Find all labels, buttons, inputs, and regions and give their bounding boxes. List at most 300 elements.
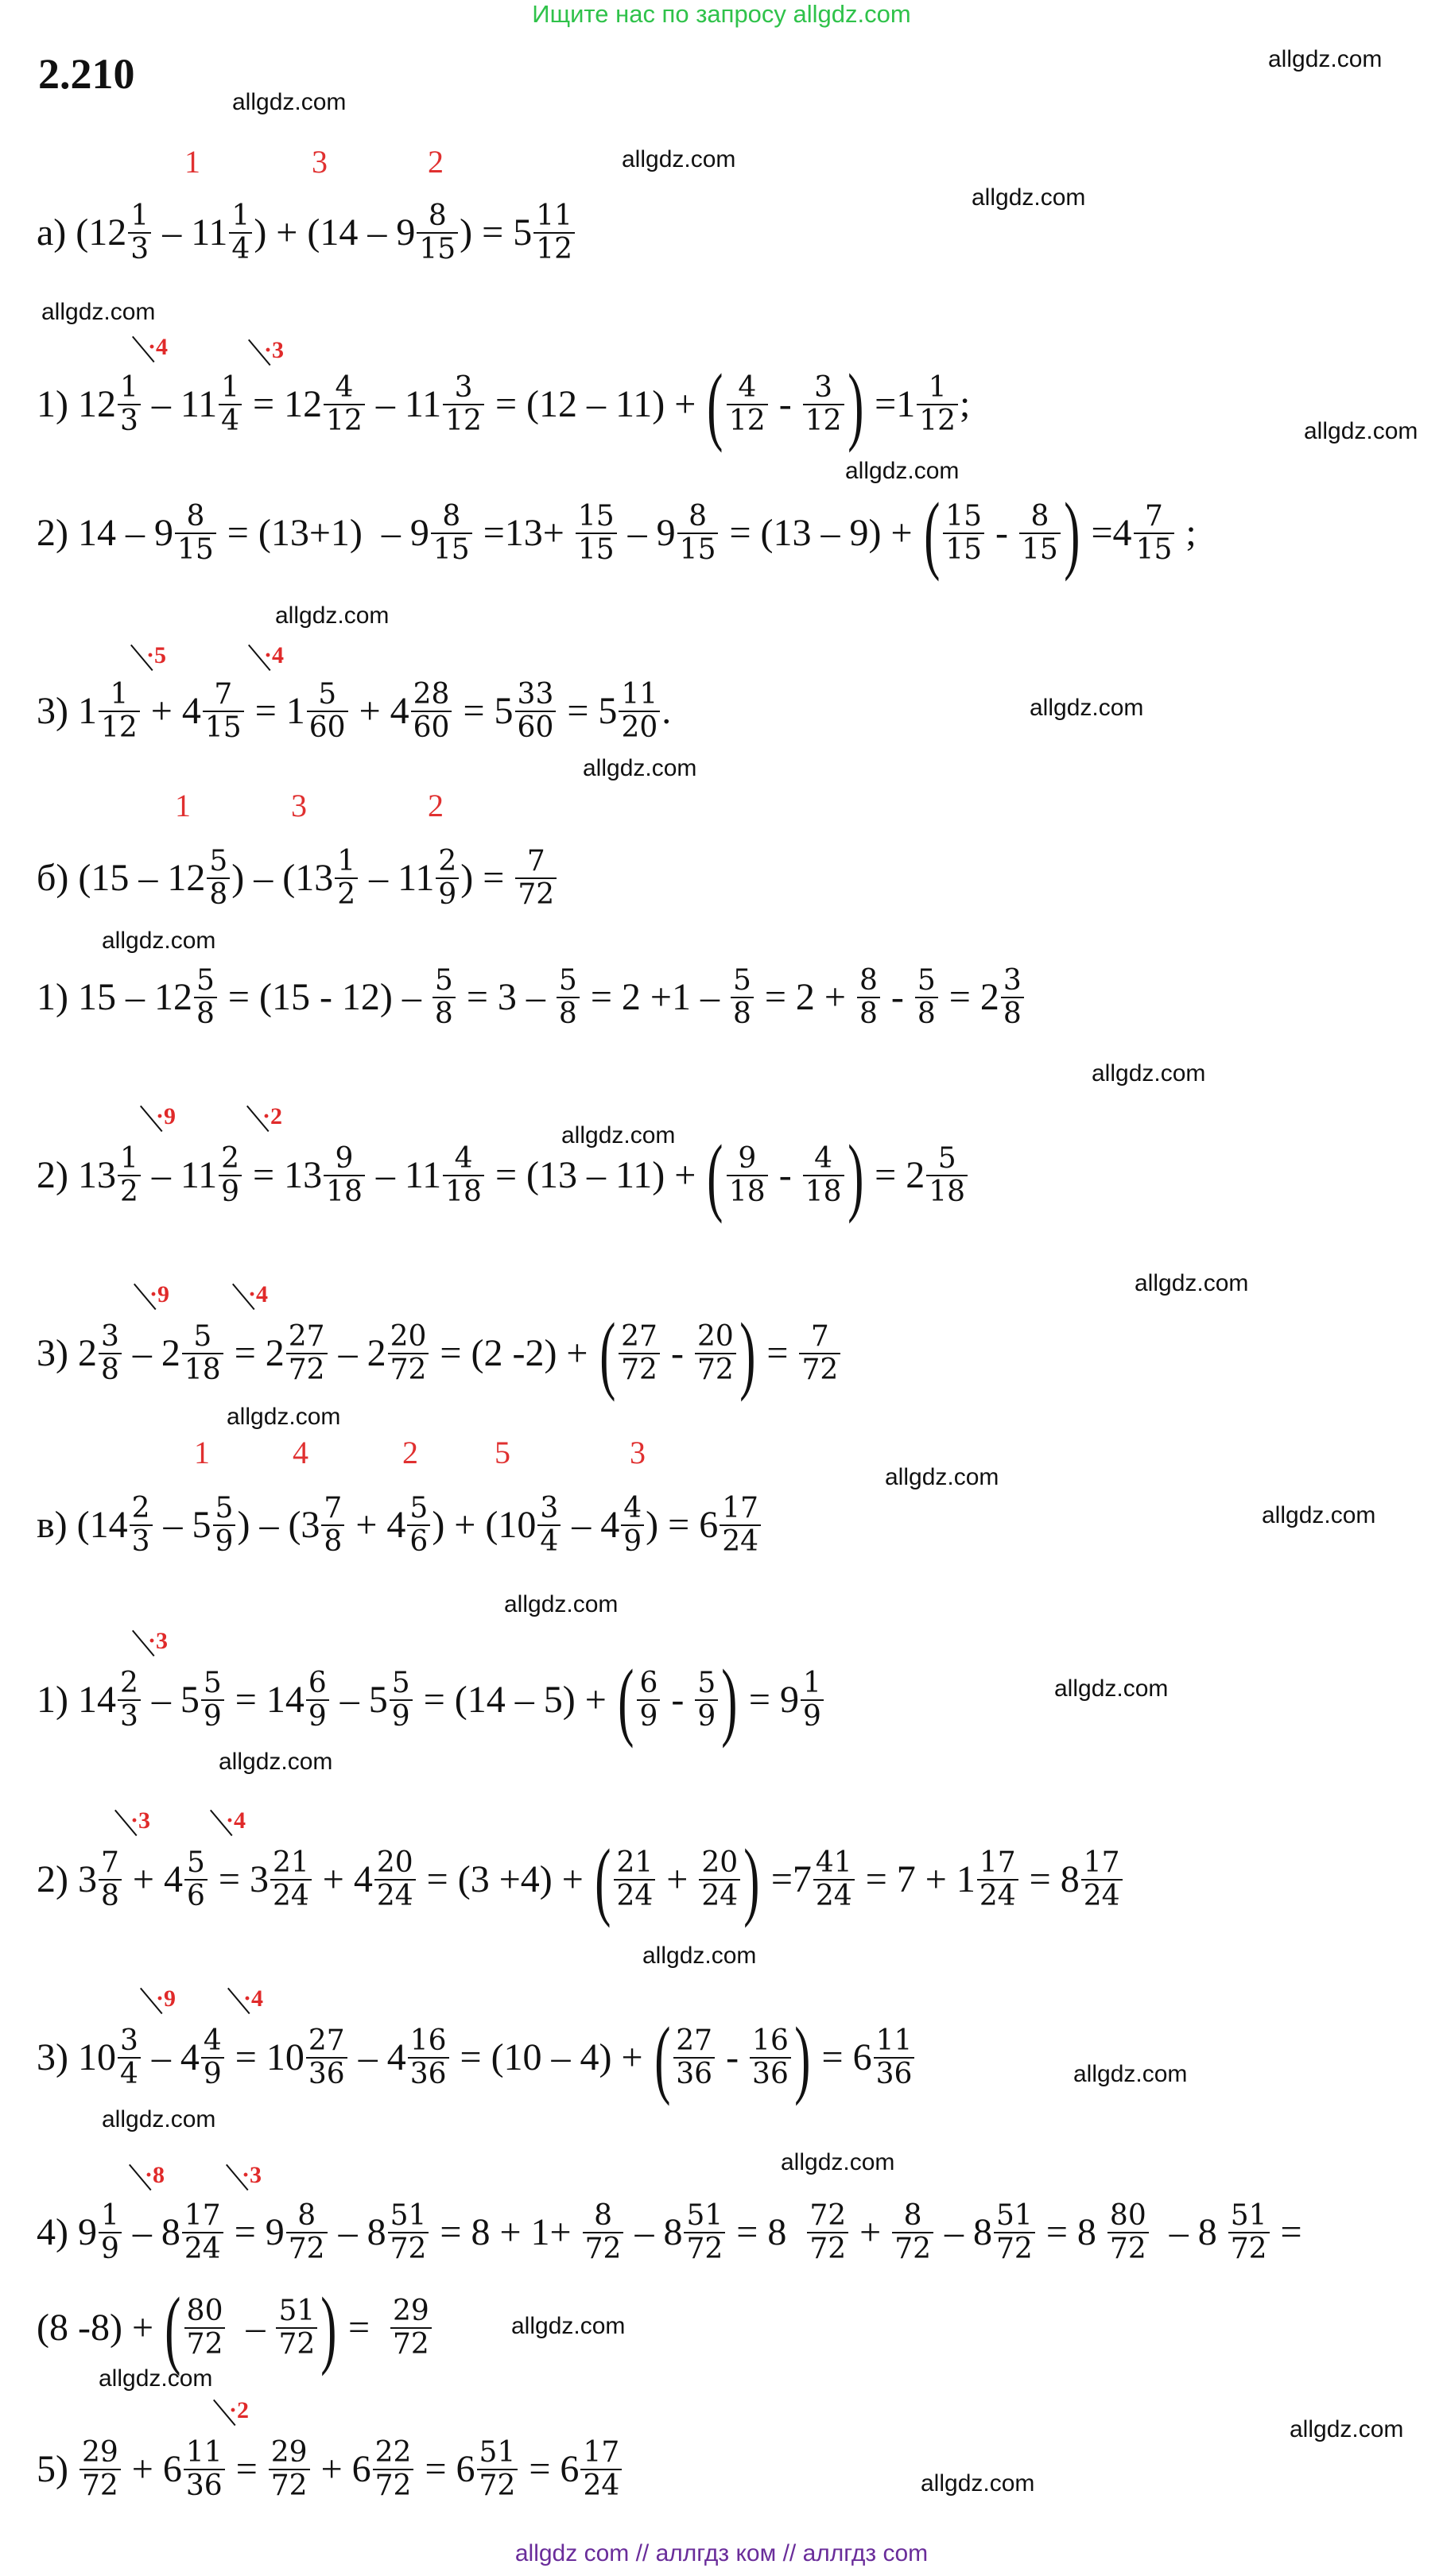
equation-line — [37, 2009, 916, 2106]
numerator: 80 — [1109, 2199, 1146, 2233]
multiplier-mark: ·3 — [242, 2162, 262, 2188]
equation-text: – 4 — [562, 1504, 620, 1546]
numerator: 17 — [1083, 1846, 1120, 1880]
denominator: 12 — [803, 404, 844, 437]
numerator: 5 — [409, 1492, 429, 1525]
denominator: 12 — [917, 404, 958, 437]
equation-text: - — [716, 2036, 749, 2078]
numerator: 51 — [1230, 2199, 1267, 2233]
fraction — [219, 372, 242, 436]
multiplier-mark: ·9 — [156, 1985, 176, 2012]
fraction — [1107, 2200, 1149, 2264]
numerator: 2 — [221, 1142, 240, 1176]
fraction — [269, 2437, 310, 2501]
fraction — [1134, 501, 1175, 565]
equation-text: – 5 — [330, 1679, 388, 1721]
fraction — [684, 2200, 725, 2264]
denominator: 72 — [1107, 2232, 1149, 2265]
equation-text: 1) 14 — [37, 1679, 116, 1721]
numerator: 3 — [1003, 964, 1022, 997]
denominator: 4 — [537, 1524, 561, 1558]
denominator: 15 — [1019, 533, 1061, 566]
numerator: 4 — [335, 371, 354, 405]
denominator: 72 — [892, 2232, 933, 2265]
fraction — [915, 965, 938, 1029]
denominator: 24 — [374, 1879, 416, 1912]
denominator: 9 — [436, 877, 459, 911]
fraction — [321, 1493, 344, 1557]
equation-text: = — [338, 2307, 390, 2349]
order-mark: 2 — [402, 1435, 418, 1470]
equation-text: 3) 1 — [37, 690, 97, 732]
denominator: 36 — [306, 2057, 347, 2090]
numerator: 27 — [621, 1320, 657, 1354]
order-mark: 5 — [495, 1435, 510, 1470]
order-mark: 2 — [428, 144, 444, 180]
denominator: 24 — [1081, 1879, 1123, 1912]
fraction — [727, 372, 768, 436]
equation-text: 2) 14 – 9 — [37, 512, 173, 554]
watermark: allgdz.com — [1054, 1675, 1169, 1702]
denominator: 2 — [335, 877, 358, 911]
numerator: 5 — [196, 964, 215, 997]
equation-text: = — [1270, 2211, 1302, 2253]
equation-text: 2) 3 — [37, 1858, 97, 1900]
denominator: 9 — [695, 1699, 718, 1733]
equation-text: – 9 — [618, 512, 676, 554]
watermark: allgdz.com — [99, 2365, 213, 2392]
fraction — [1081, 1847, 1123, 1912]
fraction — [801, 1668, 824, 1732]
problem-number: 2.210 — [38, 50, 135, 98]
fraction — [677, 501, 719, 565]
equation-text: 3) 2 — [37, 1332, 97, 1374]
fraction — [335, 846, 358, 910]
numerator: 72 — [809, 2199, 847, 2233]
numerator: 7 — [1145, 500, 1163, 533]
denominator: 9 — [637, 1699, 660, 1733]
watermark: allgdz.com — [275, 602, 390, 629]
numerator: 5 — [209, 845, 228, 878]
watermark: allgdz.com — [1092, 1060, 1206, 1087]
denominator: 72 — [799, 1353, 840, 1386]
numerator: 5 — [937, 1142, 956, 1176]
equation-text: + 4 — [312, 1858, 373, 1900]
numerator: 5 — [203, 1667, 222, 1700]
numerator: 1 — [928, 371, 947, 405]
numerator: 8 — [594, 2199, 612, 2233]
numerator: 21 — [272, 1846, 309, 1880]
equation-text: = 8 — [727, 2211, 806, 2253]
denominator: 18 — [443, 1175, 484, 1208]
fraction — [892, 2200, 933, 2264]
equation-text: - — [769, 383, 801, 425]
equation-text: + 4 — [349, 690, 409, 732]
fraction — [80, 2437, 121, 2501]
numerator: 33 — [517, 678, 554, 711]
numerator: 21 — [616, 1846, 654, 1880]
equation-text: - — [769, 1154, 801, 1196]
denominator: 72 — [684, 2232, 725, 2265]
denominator: 15 — [203, 711, 244, 744]
numerator: 7 — [214, 678, 233, 711]
numerator: 8 — [428, 199, 447, 233]
denominator: 3 — [128, 232, 151, 265]
fraction — [515, 846, 557, 910]
equation-text: – 11 — [153, 211, 228, 254]
denominator: 8 — [194, 997, 217, 1030]
denominator: 60 — [515, 711, 557, 744]
footer-links[interactable]: allgdz com // аллгдз ком // аллгдз com — [514, 2540, 929, 2566]
equation-text: – 2 — [328, 1332, 386, 1374]
fraction — [576, 501, 617, 565]
fraction — [1228, 2200, 1270, 2264]
denominator: 8 — [857, 997, 880, 1030]
numerator: 1 — [337, 845, 356, 878]
equation-text: – — [227, 2307, 275, 2349]
numerator: 7 — [324, 1492, 343, 1525]
fraction — [515, 679, 557, 743]
fraction — [994, 2200, 1035, 2264]
large-paren: ( — [923, 485, 940, 582]
equation-text: = 5 — [453, 690, 514, 732]
equation-text: 5) — [37, 2448, 78, 2490]
fraction — [286, 2200, 328, 2264]
equation-text: =1 — [865, 383, 916, 425]
equation-text: ) = 5 — [460, 211, 533, 254]
fraction — [803, 1143, 844, 1207]
multiplier-mark: ·8 — [145, 2162, 165, 2188]
watermark: allgdz.com — [781, 2149, 895, 2175]
denominator: 72 — [80, 2469, 121, 2502]
denominator: 72 — [477, 2469, 518, 2502]
denominator: 9 — [201, 1699, 224, 1733]
equation-text: 1) 15 – 12 — [37, 976, 192, 1018]
denominator: 18 — [803, 1175, 844, 1208]
large-paren: ) — [320, 2280, 337, 2377]
numerator: 51 — [686, 2199, 723, 2233]
denominator: 12 — [324, 404, 365, 437]
equation-text: 2) 13 — [37, 1154, 116, 1196]
large-paren: ( — [165, 2280, 181, 2377]
numerator: 9 — [335, 1142, 354, 1176]
numerator: 7 — [810, 1320, 829, 1354]
numerator: 8 — [297, 2199, 316, 2233]
fraction — [390, 2295, 432, 2360]
numerator: 9 — [738, 1142, 757, 1176]
large-paren: ) — [847, 1127, 863, 1224]
numerator: 8 — [903, 2199, 922, 2233]
numerator: 3 — [814, 371, 833, 405]
fraction — [118, 1668, 141, 1732]
denominator: 12 — [443, 404, 484, 437]
equation-text: = (10 – 4) + — [450, 2036, 653, 2078]
numerator: 20 — [696, 1320, 734, 1354]
denominator: 15 — [576, 533, 617, 566]
equation-text: = (15 - 12) – — [218, 976, 431, 1018]
multiplier-mark: ·4 — [264, 642, 285, 668]
fraction — [557, 965, 580, 1029]
numerator: 17 — [722, 1492, 759, 1525]
order-mark: 4 — [293, 1435, 308, 1470]
equation-line — [37, 1831, 1124, 1928]
fraction — [182, 1321, 223, 1385]
fraction — [207, 846, 230, 910]
numerator: 1 — [110, 678, 129, 711]
numerator: 17 — [583, 2436, 620, 2469]
equation-line — [37, 668, 671, 755]
denominator: 72 — [1228, 2232, 1270, 2265]
numerator: 8 — [1030, 500, 1049, 533]
fraction — [407, 1493, 430, 1557]
equation-text: - — [661, 1332, 693, 1374]
fraction — [943, 501, 984, 565]
numerator: 6 — [308, 1667, 327, 1700]
numerator: 4 — [623, 1492, 642, 1525]
numerator: 5 — [732, 964, 751, 997]
watermark: allgdz.com — [1030, 695, 1144, 721]
order-mark: 3 — [630, 1435, 646, 1470]
fraction — [874, 2025, 915, 2090]
equation-text: = 3 — [208, 1858, 269, 1900]
fraction — [99, 679, 140, 743]
equation-text: = 7 + 1 — [855, 1858, 976, 1900]
numerator: 8 — [689, 500, 708, 533]
equation-line — [37, 1305, 842, 1402]
denominator: 18 — [324, 1175, 365, 1208]
denominator: 72 — [373, 2469, 414, 2502]
equation-text: – 5 — [142, 1679, 200, 1721]
fraction — [118, 2025, 141, 2090]
equation-text: = 6 — [519, 2448, 580, 2490]
numerator: 11 — [185, 2436, 223, 2469]
large-paren: ) — [794, 2009, 811, 2106]
equation-text: + 6 — [122, 2448, 182, 2490]
fraction — [373, 2437, 414, 2501]
fraction — [433, 965, 456, 1029]
watermark: allgdz.com — [561, 1122, 676, 1149]
fraction — [443, 372, 484, 436]
fraction — [374, 1847, 416, 1912]
numerator: 51 — [996, 2199, 1033, 2233]
denominator: 36 — [874, 2057, 915, 2090]
numerator: 8 — [442, 500, 461, 533]
equation-text: = 1 — [245, 690, 305, 732]
large-paren: ) — [721, 1652, 738, 1749]
watermark: allgdz.com — [227, 1404, 341, 1430]
watermark: allgdz.com — [511, 2313, 626, 2339]
numerator: 7 — [100, 1846, 119, 1880]
equation-text: + 4 — [141, 690, 201, 732]
denominator: 3 — [130, 1524, 153, 1558]
fraction — [99, 2200, 122, 2264]
watermark: allgdz.com — [1262, 1502, 1376, 1528]
equation-text: – 8 — [625, 2211, 683, 2253]
watermark: allgdz.com — [845, 458, 960, 484]
fraction — [614, 1847, 655, 1912]
fraction — [390, 1668, 413, 1732]
denominator: 6 — [184, 1879, 208, 1912]
equation-line — [37, 2280, 433, 2377]
denominator: 20 — [619, 711, 660, 744]
denominator: 15 — [175, 533, 216, 566]
equation-text: = 2 — [865, 1154, 925, 1196]
denominator: 18 — [182, 1353, 223, 1386]
fraction — [99, 1321, 122, 1385]
denominator: 9 — [213, 1524, 236, 1558]
fraction — [118, 1143, 141, 1207]
numerator: 7 — [526, 845, 545, 878]
denominator: 24 — [182, 2232, 223, 2265]
numerator: 17 — [184, 2199, 221, 2233]
equation-text: ) = 6 — [646, 1504, 719, 1546]
fraction — [917, 372, 958, 436]
equation-text: ; — [1176, 512, 1197, 554]
numerator: 5 — [917, 964, 936, 997]
equation-text: (8 -8) + — [37, 2307, 164, 2349]
equation-text: = 8 — [1019, 1858, 1080, 1900]
top-banner[interactable]: Ищите нас по запросу allgdz.com — [532, 0, 911, 28]
numerator: 17 — [979, 1846, 1016, 1880]
denominator: 72 — [695, 1353, 736, 1386]
watermark: allgdz.com — [972, 184, 1086, 211]
equation-text: ) + (14 – 9 — [254, 211, 416, 254]
equation-text: – 11 — [366, 383, 442, 425]
large-paren: ( — [599, 1305, 615, 1402]
numerator: 20 — [701, 1846, 739, 1880]
multiplier-mark: ·3 — [130, 1807, 151, 1834]
numerator: 29 — [81, 2436, 118, 2469]
fraction — [184, 2437, 225, 2501]
fraction — [201, 1668, 224, 1732]
denominator: 15 — [431, 533, 472, 566]
equation-line — [37, 485, 1197, 582]
fraction — [695, 1668, 718, 1732]
equation-text: – 4 — [142, 2036, 200, 2078]
large-paren: ( — [707, 356, 723, 453]
equation-text: 4) 9 — [37, 2211, 97, 2253]
fraction — [1001, 965, 1024, 1029]
watermark: allgdz.com — [1135, 1270, 1249, 1296]
fraction — [537, 1493, 561, 1557]
denominator: 15 — [943, 533, 984, 566]
numerator: 11 — [875, 2024, 913, 2058]
denominator: 24 — [614, 1879, 655, 1912]
denominator: 36 — [673, 2057, 715, 2090]
denominator: 8 — [207, 877, 230, 911]
numerator: 27 — [288, 1320, 325, 1354]
fraction — [673, 2025, 715, 2090]
fraction — [750, 2025, 791, 2090]
equation-text: + 4 — [122, 1858, 183, 1900]
numerator: 29 — [270, 2436, 308, 2469]
fraction — [583, 2200, 624, 2264]
equation-text: = 13 — [243, 1154, 323, 1196]
fraction — [799, 1321, 840, 1385]
fraction — [130, 1493, 153, 1557]
equation-text: + — [850, 2211, 891, 2253]
numerator: 5 — [215, 1492, 234, 1525]
denominator: 72 — [184, 2327, 226, 2361]
numerator: 27 — [676, 2024, 713, 2058]
equation-text: – 11 — [366, 1154, 442, 1196]
large-paren: ( — [618, 1652, 634, 1749]
equation-text: = (3 +4) + — [417, 1858, 593, 1900]
watermark: allgdz.com — [41, 299, 156, 325]
denominator: 24 — [270, 1879, 312, 1912]
equation-text: ) + (10 — [432, 1504, 537, 1546]
order-mark: 2 — [428, 788, 444, 823]
numerator: 5 — [697, 1667, 716, 1700]
numerator: 5 — [434, 964, 453, 997]
equation-text: = 6 — [812, 2036, 872, 2078]
fraction — [720, 1493, 761, 1557]
denominator: 8 — [915, 997, 938, 1030]
numerator: 29 — [393, 2295, 429, 2328]
equation-text: = (13 – 9) + — [720, 512, 922, 554]
denominator: 72 — [619, 1353, 660, 1386]
fraction — [307, 679, 348, 743]
equation-text: + 4 — [346, 1504, 406, 1546]
numerator: 1 — [100, 2199, 119, 2233]
fraction — [977, 1847, 1018, 1912]
denominator: 24 — [720, 1524, 761, 1558]
numerator: 20 — [376, 1846, 413, 1880]
denominator: 24 — [977, 1879, 1018, 1912]
denominator: 72 — [276, 2327, 317, 2361]
numerator: 5 — [558, 964, 577, 997]
watermark: allgdz.com — [219, 1749, 333, 1775]
denominator: 9 — [219, 1175, 242, 1208]
numerator: 1 — [119, 1142, 138, 1176]
large-paren: ) — [739, 1305, 756, 1402]
denominator: 9 — [390, 1699, 413, 1733]
denominator: 8 — [99, 1879, 122, 1912]
denominator: 60 — [411, 711, 452, 744]
numerator: 1 — [802, 1667, 821, 1700]
denominator: 72 — [994, 2232, 1035, 2265]
fraction — [203, 679, 244, 743]
watermark: allgdz.com — [504, 1591, 619, 1617]
numerator: 5 — [186, 1846, 205, 1880]
fraction — [619, 679, 660, 743]
numerator: 22 — [374, 2436, 412, 2469]
equation-text: = 5 — [557, 690, 618, 732]
multiplier-mark: ·9 — [149, 1281, 170, 1307]
fraction — [324, 372, 365, 436]
fraction — [388, 1321, 429, 1385]
watermark: allgdz.com — [622, 146, 736, 172]
fraction — [175, 501, 216, 565]
equation-text: = 2 — [224, 1332, 285, 1374]
numerator: 5 — [391, 1667, 410, 1700]
denominator: 12 — [533, 232, 575, 265]
fraction — [580, 2437, 622, 2501]
equation-text: = — [226, 2448, 267, 2490]
equation-text: = (12 – 11) + — [485, 383, 706, 425]
multiplier-mark: ·3 — [148, 1628, 169, 1654]
multiplier-mark: ·2 — [229, 2397, 250, 2423]
denominator: 3 — [118, 404, 141, 437]
equation-line — [37, 835, 558, 922]
fraction — [276, 2295, 317, 2360]
large-paren: ) — [847, 356, 863, 453]
order-mark: 3 — [291, 788, 307, 823]
watermark: allgdz.com — [232, 89, 347, 115]
denominator: 24 — [699, 1879, 740, 1912]
numerator: 8 — [859, 964, 878, 997]
numerator: 11 — [621, 678, 658, 711]
